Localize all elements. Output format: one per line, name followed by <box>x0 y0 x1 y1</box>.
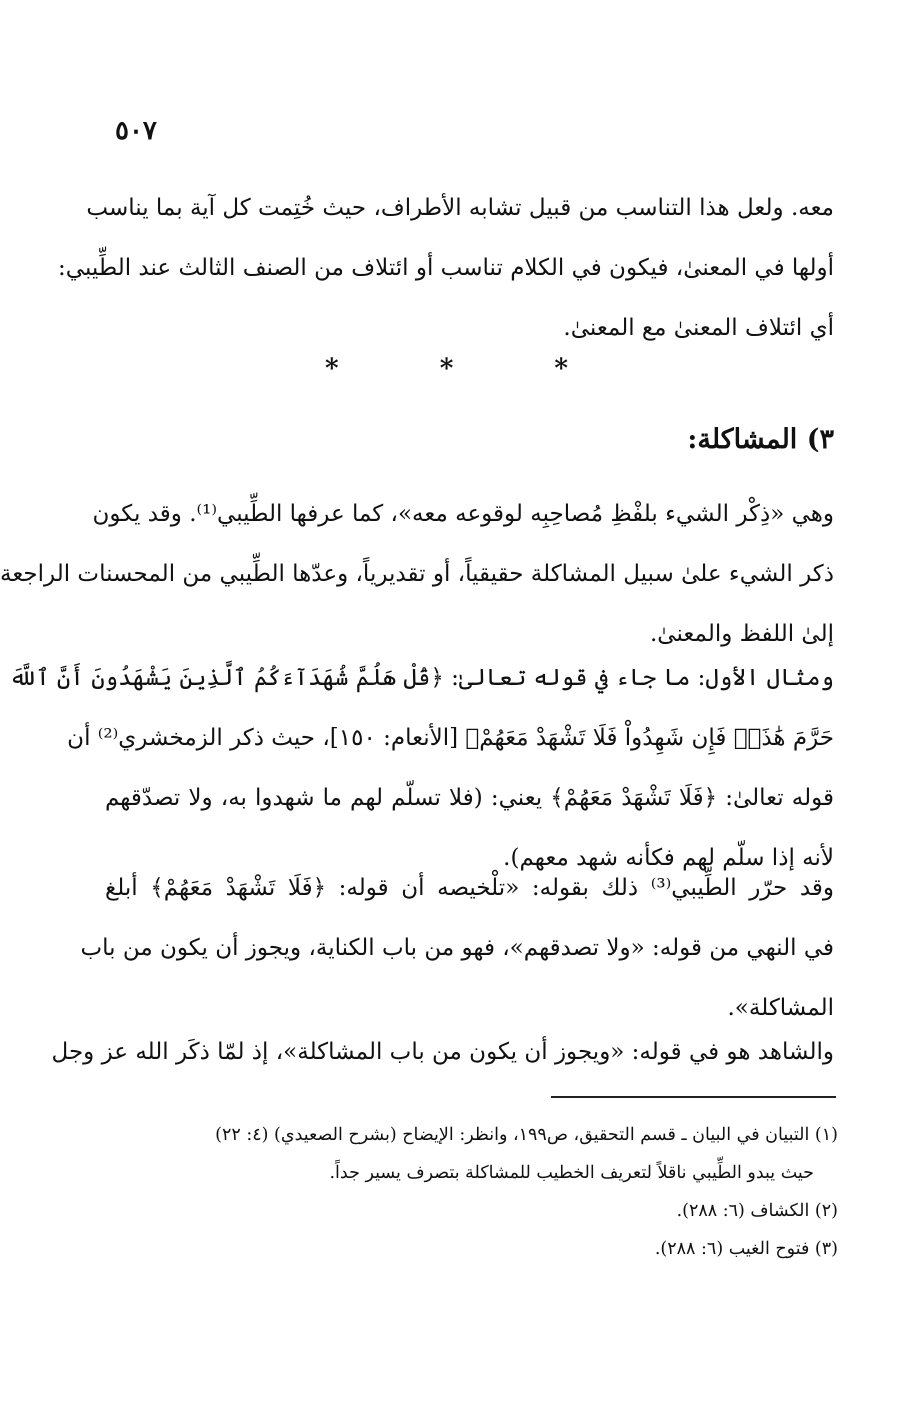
page-number: ٥٠٧ <box>115 116 157 146</box>
text-line: لأنه إذا سلّم لهم فكأنه شهد معهم). <box>503 845 834 871</box>
section-separator: * * * <box>325 354 614 384</box>
text-line: إلىٰ اللفظ والمعنىٰ. <box>650 621 834 647</box>
tibi-paragraph <box>80 858 834 1038</box>
footnote-line: حيث يبدو الطِّيبي ناقلاً لتعريف الخطيب للمشاكلة بتصرف يسير جداً. <box>329 1163 814 1183</box>
definition-paragraph <box>0 484 834 664</box>
witness-paragraph <box>51 1022 834 1082</box>
footnotes <box>101 1116 838 1268</box>
text-line: ذكر الشيء علىٰ سبيل المشاكلة حقيقياً، أو تقديرياً، وعدّها الطِّيبي من المحسنات الراجعة <box>0 561 834 587</box>
footnote-divider <box>551 1096 836 1098</box>
text-line: أولها في المعنىٰ، فيكون في الكلام تناسب أو ائتلاف من الصنف الثالث عند الطِّيبي: <box>58 255 834 281</box>
section-heading: ٣) المشاكلة: <box>687 424 834 455</box>
text-line: أي ائتلاف المعنىٰ مع المعنىٰ. <box>563 315 834 341</box>
intro-paragraph <box>58 178 834 358</box>
example-paragraph <box>9 648 834 888</box>
text-line: ومثال الأول: ما جاء في قوله تعالىٰ: ﴿قُلْ هَلُمَّ شُهَدَآءَكُمُ ٱلَّذِينَ يَشْهَدُونَ أَنَّ ٱللَّهَ <box>9 665 834 691</box>
footnote-line: (٢) الكشاف (٦: ٢٨٨). <box>676 1201 838 1221</box>
text-line: وقد حرّر الطِّيبي⁽³⁾ ذلك بقوله: «تلْخيصه أن قوله: ﴿فَلَا تَشْهَدْ مَعَهُمْ﴾ أبلغ <box>105 875 834 901</box>
footnote-line: (٣) فتوح الغيب (٦: ٢٨٨). <box>654 1239 838 1259</box>
footnote-line: (١) التبيان في البيان ـ قسم التحقيق، ص١٩٩، وانظر: الإيضاح (بشرح الصعيدي) (٤: ٢٢) <box>215 1125 838 1145</box>
text-line: قوله تعالىٰ: ﴿فَلَا تَشْهَدْ مَعَهُمْ﴾ يعني: (فلا تسلّم لهم ما شهدوا به، ولا تصدّقهم <box>105 785 834 811</box>
text-line: حَرَّمَ هَٰذَاۖ فَإِن شَهِدُواْ فَلَا تَشْهَدْ مَعَهُمْ﴾ [الأنعام: ١٥٠]، حيث ذكر الزمخشري⁽²⁾ أن <box>67 725 834 751</box>
text-line: معه. ولعل هذا التناسب من قبيل تشابه الأطراف، حيث خُتِمت كل آية بما يناسب <box>86 195 834 221</box>
text-line: والشاهد هو في قوله: «ويجوز أن يكون من باب المشاكلة»، إذ لمّا ذكَر الله عز وجل <box>51 1039 834 1065</box>
text-line: وهي «ذِكْر الشيء بلفْظِ مُصاحِبِه لوقوعه معه»، كما عرفها الطِّيبي⁽¹⁾. وقد يكون <box>92 501 834 527</box>
text-line: في النهي من قوله: «ولا تصدقهم»، فهو من باب الكناية، ويجوز أن يكون من باب <box>80 935 834 961</box>
text-line: المشاكلة». <box>727 995 834 1021</box>
